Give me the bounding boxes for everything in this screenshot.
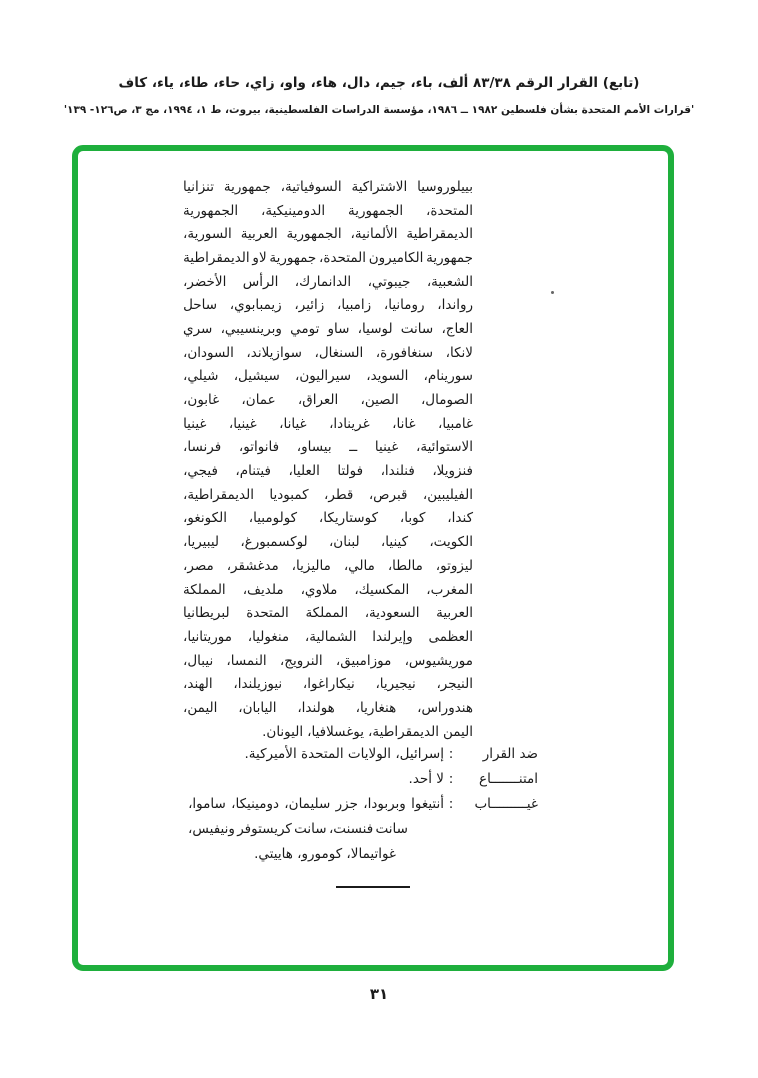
vote-abstain-colon: : — [448, 771, 454, 787]
country-list-line: اليمن الديمقراطية، يوغسلافيا، اليونان. — [262, 723, 473, 740]
country-list-line: موريشيوس، موزامبيق، النرويج، النمسا، نيبال، — [183, 652, 473, 669]
page-number: ٣١ — [369, 985, 389, 1003]
country-list-line: الديمقراطية الألمانية، الجمهورية العربية السورية، — [183, 226, 473, 243]
country-list-line: الصومال، الصين، العراق، عمان، غابون، — [183, 392, 473, 409]
vote-against-label: ضد القرار — [482, 746, 538, 762]
scan-artifact-dot — [551, 291, 554, 294]
vote-against-colon: : — [448, 746, 454, 762]
country-list-line: الاستوائية، غينيا ــ بيساو، فانواتو، فرنسا، — [183, 439, 473, 456]
country-list-line: ليزوتو، مالطا، مالي، ماليزيا، مدغشقر، مصر، — [183, 557, 473, 574]
vote-against-row — [188, 742, 538, 767]
vote-against-text: إسرائيل، الولايات المتحدة الأميركية. — [244, 746, 444, 762]
country-list-line: كندا، كوبا، كوستاريكا، كولومبيا، الكونغو، — [183, 510, 473, 527]
country-list-line: رواندا، رومانيا، زامبيا، زائير، زيمبابوي، ساحل — [183, 297, 473, 314]
vote-absent-line-3: غواتيمالا، كومورو، هاييتي. — [254, 846, 396, 862]
country-list-line: لانكا، سنغافورة، السنغال، سوازيلاند، السودان، — [183, 344, 473, 361]
votes-section — [188, 742, 538, 867]
country-list-line: غامبيا، غانا، غرينادا، غيانا، غينيا، غينيا — [183, 415, 473, 432]
country-list-line: العاج، سانت لوسيا، ساو تومي وبرينسيبي، سري — [183, 320, 473, 337]
country-list-line: الفيليبين، قبرص، قطر، كمبوديا الديمقراطية، — [183, 486, 473, 503]
vote-abstain-row — [188, 767, 538, 792]
country-list-line: سورينام، السويد، سيراليون، سيشيل، شيلي، — [183, 368, 473, 385]
country-list-line: النيجر، نيجيريا، نيكاراغوا، نيوزيلندا، الهند، — [183, 676, 473, 693]
vote-abstain-text: لا أحد. — [408, 771, 444, 787]
source-citation: 'قرارات الأمم المتحدة بشأن فلسطين ١٩٨٢ ــ ١٩٨٦، مؤسسة الدراسات الفلسطينية، بيروت، ط ١، ١٩٩٤، مج ٣، ص١٢٦- ١٣٩' — [63, 104, 695, 116]
country-list-line: الشعبية، جيبوتي، الدانمارك، الرأس الأخضر، — [183, 273, 473, 290]
country-list-line: المغرب، المكسيك، ملاوي، ملديف، المملكة — [183, 581, 473, 598]
country-list-line: العربية السعودية، المملكة المتحدة لبريطانيا — [183, 605, 473, 622]
section-divider — [336, 886, 410, 888]
country-list-line: الكويت، كينيا، لبنان، لوكسمبورغ، ليبيريا، — [183, 534, 473, 551]
country-list-line: العظمى وإيرلندا الشمالية، منغوليا، موريتانيا، — [183, 628, 473, 645]
country-list-line: هندوراس، هنغاريا، هولندا، اليابان، اليمن، — [183, 699, 473, 716]
vote-absent-label: غيـــــــــاب — [474, 796, 538, 812]
vote-absent-colon: : — [448, 796, 454, 812]
country-list-line: جمهورية الكاميرون المتحدة، جمهورية لاو الديمقراطية — [183, 249, 473, 266]
in-favour-country-list — [183, 175, 473, 744]
country-list-line: المتحدة، الجمهورية الدومينيكية، الجمهورية — [183, 202, 473, 219]
vote-abstain-label: امتنـــــــاع — [479, 771, 538, 787]
vote-absent-line-1: أنتيغوا وبربودا، جزر سليمان، دومينيكا، ساموا، — [188, 796, 444, 812]
vote-absent-line-2: سانت فنسنت، سانت كريستوفر ونيفيس، — [188, 821, 408, 837]
country-list-line: بييلوروسيا الاشتراكية السوفياتية، جمهورية تنزانيا — [183, 178, 473, 195]
vote-absent-row — [188, 792, 538, 867]
resolution-title: (تابع) القرار الرقم ٨٣/٣٨ ألف، باء، جيم، دال، هاء، واو، زاي، حاء، طاء، ياء، كاف — [118, 75, 640, 91]
country-list-line: فنزويلا، فنلندا، فولتا العليا، فيتنام، فيجي، — [183, 463, 473, 480]
